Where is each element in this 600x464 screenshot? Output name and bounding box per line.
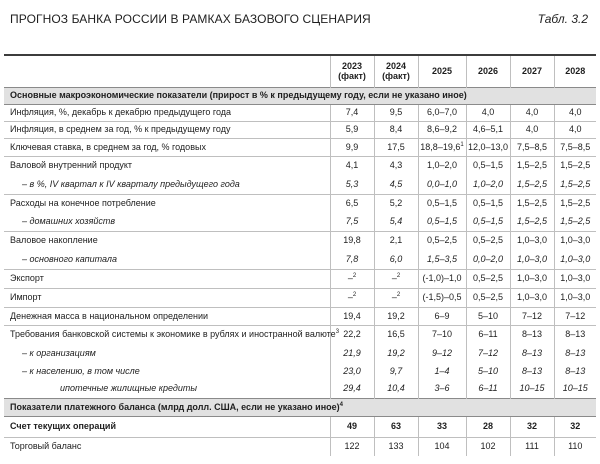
cell: 19,8 [330, 231, 374, 250]
cell: 110 [554, 437, 596, 456]
year-header-2025: 2025 [418, 55, 466, 87]
cell: 4,6–5,1 [466, 121, 510, 138]
table-row [4, 194, 596, 213]
cell: 102 [466, 437, 510, 456]
row-label: Экспорт [4, 269, 330, 288]
cell: 8–13 [510, 325, 554, 344]
cell: 1,5–2,5 [510, 194, 554, 213]
cell: 16,5 [374, 325, 418, 344]
year-header-2023: 2023 (факт) [330, 55, 374, 87]
cell: 7,8 [330, 250, 374, 269]
cell: 49 [330, 416, 374, 437]
row-label: Инфляция, в среднем за год, % к предыдущему году [4, 121, 330, 138]
cell: 10–15 [554, 380, 596, 398]
table-row [4, 380, 596, 398]
cell: 8–13 [510, 344, 554, 362]
cell: 9,5 [374, 104, 418, 121]
row-label: – в %, IV квартал к IV кварталу предыдущего года [22, 178, 240, 189]
cell: 4,0 [466, 104, 510, 121]
cell: 1,0–3,0 [510, 250, 554, 269]
table-row [4, 269, 596, 288]
row-label: – к организациям [22, 347, 96, 358]
cell: –$^2$ [374, 288, 418, 307]
cell: 8,6–9,2 [418, 121, 466, 138]
cell: 0,5–1,5 [466, 156, 510, 175]
table-title: ПРОГНОЗ БАНКА РОССИИ В РАМКАХ БАЗОВОГО СЦЕНАРИЯ [10, 12, 371, 26]
cell: 1,0–3,0 [510, 269, 554, 288]
year-header-row [4, 55, 596, 87]
cell: 10,4 [374, 380, 418, 398]
cell: 5–10 [466, 362, 510, 380]
cell: 1,0–3,0 [554, 250, 596, 269]
cell: 2,1 [374, 231, 418, 250]
cell: 8,4 [374, 121, 418, 138]
row-label: Требования банковской системы к экономике в рублях и иностранной валюте$^3$ [4, 325, 330, 344]
cell: 3–6 [418, 380, 466, 398]
table-row [4, 138, 596, 156]
cell: 0,5–2,5 [466, 231, 510, 250]
table-row [4, 250, 596, 269]
cell: –$^2$ [330, 269, 374, 288]
cell: (-1,0)–1,0 [418, 269, 466, 288]
cell: 4,5 [374, 175, 418, 194]
cell: 8–13 [554, 325, 596, 344]
cell: 17,5 [374, 138, 418, 156]
cell: 7–12 [466, 344, 510, 362]
cell: 5,3 [330, 175, 374, 194]
cell: 133 [374, 437, 418, 456]
footnote-mark: 2 [352, 273, 357, 279]
row-label: Расходы на конечное потребление [4, 194, 330, 213]
section-header-macro [4, 87, 596, 104]
table-number: Табл. 3.2 [537, 12, 588, 26]
cell: 19,2 [374, 344, 418, 362]
cell: 4,0 [510, 121, 554, 138]
row-label: Денежная масса в национальном определении [4, 307, 330, 325]
cell: 0,0–1,0 [418, 175, 466, 194]
footnote-mark: 2 [396, 273, 401, 279]
row-label: – домашних хозяйств [22, 216, 116, 227]
cell: 1,0–3,0 [510, 288, 554, 307]
cell: 6,0 [374, 250, 418, 269]
cell: 4,1 [330, 156, 374, 175]
section-title: Основные макроэкономические показатели (прирост в % к предыдущему году, если не указано иное) [4, 87, 596, 104]
cell: 5,2 [374, 194, 418, 213]
cell: 111 [510, 437, 554, 456]
cell: 7–10 [418, 325, 466, 344]
cell: 32 [510, 416, 554, 437]
cell: 6,5 [330, 194, 374, 213]
row-label: Импорт [4, 288, 330, 307]
cell: 1,0–2,0 [466, 175, 510, 194]
year-header-2028: 2028 [554, 55, 596, 87]
cell: 0,5–1,5 [466, 194, 510, 213]
cell: 0,5–2,5 [418, 231, 466, 250]
cell: 1,5–2,5 [554, 213, 596, 231]
table-row [4, 121, 596, 138]
cell: 6–11 [466, 380, 510, 398]
table-row [4, 344, 596, 362]
cell: 9,9 [330, 138, 374, 156]
cell: 122 [330, 437, 374, 456]
cell: 7,4 [330, 104, 374, 121]
cell: –$^2$ [330, 288, 374, 307]
year-header-2026: 2026 [466, 55, 510, 87]
table-row [4, 416, 596, 437]
table-row [4, 307, 596, 325]
cell: 1,0–3,0 [554, 288, 596, 307]
cell: 22,2 [330, 325, 374, 344]
cell: 0,5–1,5 [466, 213, 510, 231]
cell: 9–12 [418, 344, 466, 362]
section-title: Показатели платежного баланса (млрд долл. США, если не указано иное)$^4$ [4, 398, 596, 416]
cell: 1,5–2,5 [554, 156, 596, 175]
cell: 4,0 [554, 104, 596, 121]
cell: 12,0–13,0 [466, 138, 510, 156]
cell: 104 [418, 437, 466, 456]
cell: 7,5–8,5 [510, 138, 554, 156]
cell: 5–10 [466, 307, 510, 325]
cell: 1,5–2,5 [510, 156, 554, 175]
cell: 4,0 [510, 104, 554, 121]
table-row [4, 104, 596, 121]
cell: 19,2 [374, 307, 418, 325]
footnote-mark: 3 [335, 329, 340, 336]
footnote-mark: 1 [460, 141, 464, 148]
section-header-balance-of-payments [4, 398, 596, 416]
cell: 5,9 [330, 121, 374, 138]
cell: 1,0–3,0 [554, 269, 596, 288]
cell: 0,0–2,0 [466, 250, 510, 269]
cell: 8–13 [554, 362, 596, 380]
cell: 1,0–3,0 [554, 231, 596, 250]
cell: 1–4 [418, 362, 466, 380]
cell: 7–12 [510, 307, 554, 325]
row-label: – к населению, в том числе [22, 365, 140, 376]
cell: 7–12 [554, 307, 596, 325]
row-label: Торговый баланс [4, 437, 330, 456]
cell: 4,3 [374, 156, 418, 175]
cell: 23,0 [330, 362, 374, 380]
cell: 0,5–2,5 [466, 288, 510, 307]
table-row [4, 362, 596, 380]
cell: 1,5–2,5 [554, 175, 596, 194]
cell: 10–15 [510, 380, 554, 398]
cell: 29,4 [330, 380, 374, 398]
cell: 8–13 [554, 344, 596, 362]
cell: 1,0–3,0 [510, 231, 554, 250]
cell: 0,5–1,5 [418, 194, 466, 213]
cell: (-1,5)–0,5 [418, 288, 466, 307]
cell: 6–9 [418, 307, 466, 325]
table-row [4, 288, 596, 307]
cell: 18,8–19,6$^1$ [418, 138, 466, 156]
cell: –$^2$ [374, 269, 418, 288]
forecast-table [4, 54, 596, 456]
row-label: ипотечные жилищные кредиты [60, 383, 197, 394]
table-row [4, 156, 596, 175]
cell: 6–11 [466, 325, 510, 344]
cell: 1,5–2,5 [554, 194, 596, 213]
row-label: Валовой внутренний продукт [4, 156, 330, 175]
table-row [4, 437, 596, 456]
cell: 9,7 [374, 362, 418, 380]
cell: 6,0–7,0 [418, 104, 466, 121]
year-header-2024: 2024 (факт) [374, 55, 418, 87]
table-row [4, 213, 596, 231]
row-label: Счет текущих операций [10, 421, 116, 431]
row-label: Ключевая ставка, в среднем за год, % годовых [4, 138, 330, 156]
footnote-mark: 4 [339, 401, 343, 408]
cell: 5,4 [374, 213, 418, 231]
cell: 8–13 [510, 362, 554, 380]
cell: 32 [554, 416, 596, 437]
row-label: Инфляция, %, декабрь к декабрю предыдущего года [10, 107, 232, 117]
cell: 7,5 [330, 213, 374, 231]
cell: 7,5–8,5 [554, 138, 596, 156]
cell: 28 [466, 416, 510, 437]
year-header-2027: 2027 [510, 55, 554, 87]
cell: 1,5–2,5 [510, 175, 554, 194]
table-row [4, 325, 596, 344]
table-row [4, 231, 596, 250]
cell: 33 [418, 416, 466, 437]
cell: 19,4 [330, 307, 374, 325]
cell: 0,5–1,5 [418, 213, 466, 231]
cell: 1,5–2,5 [510, 213, 554, 231]
row-label: – основного капитала [22, 253, 117, 264]
table-row [4, 175, 596, 194]
cell: 4,0 [554, 121, 596, 138]
cell: 1,0–2,0 [418, 156, 466, 175]
cell: 21,9 [330, 344, 374, 362]
cell: 63 [374, 416, 418, 437]
row-label: Валовое накопление [4, 231, 330, 250]
label-header [4, 55, 330, 87]
cell: 0,5–2,5 [466, 269, 510, 288]
footnote-mark: 2 [396, 292, 401, 298]
footnote-mark: 2 [352, 292, 357, 298]
cell: 1,5–3,5 [418, 250, 466, 269]
